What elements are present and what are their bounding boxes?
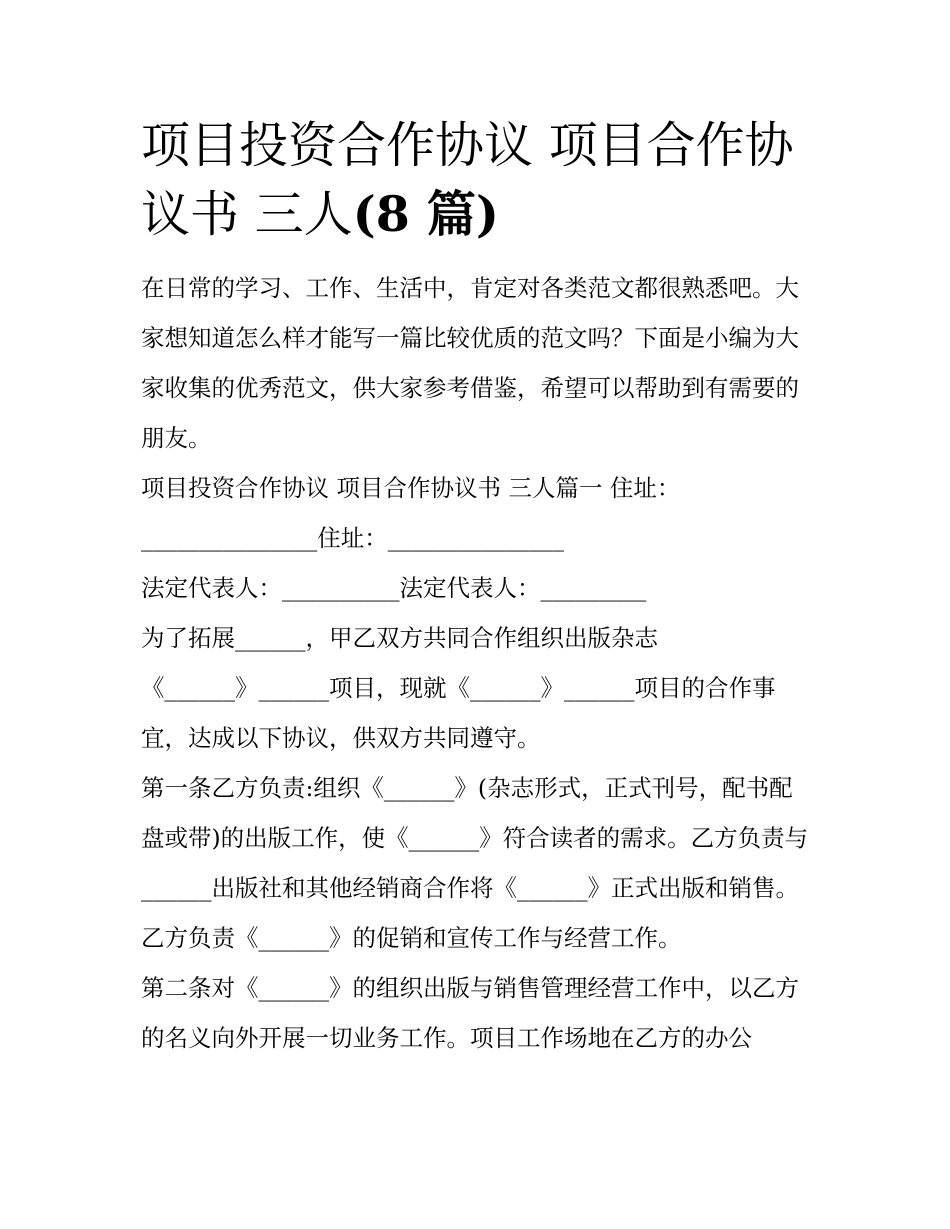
- document-content: [141, 112, 813, 1063]
- paragraph-legal-rep: 法定代表人：__________法定代表人：_________: [141, 574, 647, 602]
- paragraph-section-heading: 项目投资合作协议 项目合作协议书 三人篇一 住址：: [141, 474, 681, 502]
- paragraph-article-1: 第一条乙方负责:组织《______》(杂志形式，正式刊号，配书配盘或带)的出版工作，使《______》符合读者的需求。乙方负责与______出版社和其他经销商合作将《______》正式出版和销售。乙方负责《______》的促销和宣传工作与经营工作。: [141, 774, 809, 952]
- paragraph-intro: 在日常的学习、工作、生活中，肯定对各类范文都很熟悉吧。大家想知道怎么样才能写一篇比较优质的范文吗？下面是小编为大家收集的优秀范文，供大家参考借鉴，希望可以帮助到有需要的朋友。: [141, 274, 799, 452]
- title-line-1: 项目投资合作协议 项目合作协: [141, 117, 794, 174]
- paragraph-purpose: 为了拓展______，甲乙双方共同合作组织出版杂志: [141, 624, 658, 652]
- paragraph-project: 《______》______项目，现就《______》______项目的合作事宜，达成以下协议，供双方共同遵守。: [141, 674, 776, 752]
- paragraph-article-2: 第二条对《______》的组织出版与销售管理经营工作中，以乙方的名义向外开展一切业务工作。项目工作场地在乙方的办公: [141, 974, 799, 1052]
- paragraph-address-blanks: _______________住址：_______________: [141, 524, 564, 552]
- document-title: [141, 112, 813, 249]
- document-body: [141, 263, 813, 1063]
- title-count: (8 篇): [352, 185, 500, 243]
- title-line-2: 议书 三人: [141, 186, 353, 243]
